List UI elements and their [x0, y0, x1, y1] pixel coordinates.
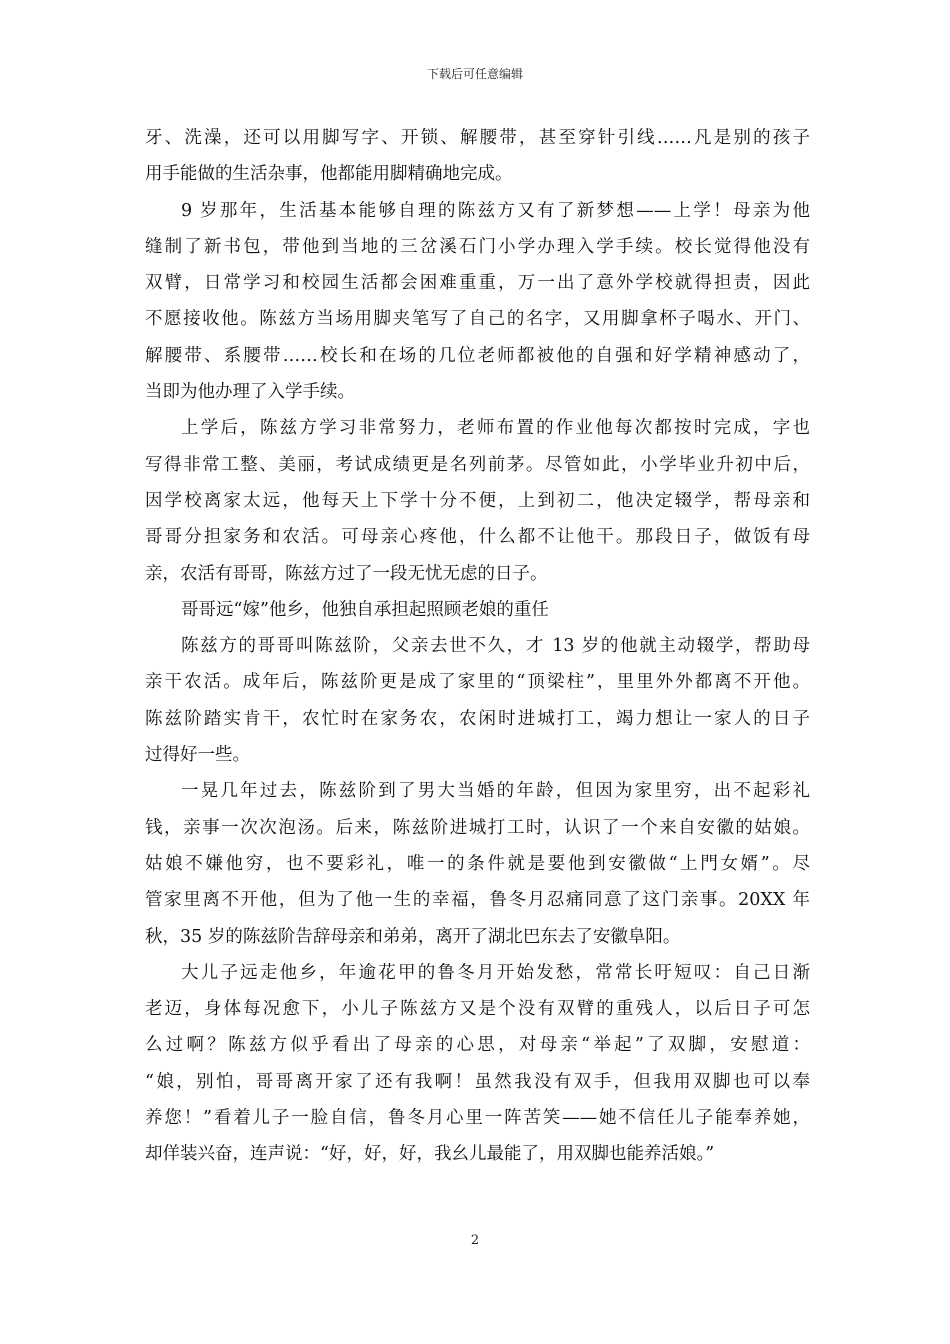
text-line: 秋，35 岁的陈兹阶告辞母亲和弟弟，离开了湖北巴东去了安徽阜阳。	[145, 926, 681, 947]
text-line: 用手能做的生活杂事，他都能用脚精确地完成。	[145, 164, 513, 185]
text-line: 一晃几年过去，陈兹阶到了男大当婚的年龄，但因为家里穷，出不起彩礼	[181, 781, 810, 802]
text-line: 不愿接收他。陈兹方当场用脚夹笔写了自己的名字，又用脚拿杯子喝水、开门、	[145, 309, 810, 330]
text-line: 大儿子远走他乡，年逾花甲的鲁冬月开始发愁，常常长吁短叹：自己日渐	[181, 962, 810, 983]
text-line: 哥哥远“嫁”他乡，他独自承担起照顾老娘的重任	[181, 599, 549, 620]
text-line: 因学校离家太远，他每天上下学十分不便，上到初二，他决定辍学，帮母亲和	[145, 490, 810, 511]
text-line: 亲，农活有哥哥，陈兹方过了一段无忧无虑的日子。	[145, 563, 548, 584]
text-line: 9 岁那年，生活基本能够自理的陈兹方又有了新梦想——上学！母亲为他	[181, 200, 810, 221]
text-line: 么过啊？陈兹方似乎看出了母亲的心思，对母亲“举起”了双脚，安慰道：	[145, 1035, 810, 1056]
text-line: 过得好一些。	[145, 745, 250, 766]
text-line: 牙、洗澡，还可以用脚写字、开锁、解腰带，甚至穿针引线……凡是别的孩子	[145, 128, 810, 148]
text-line: 上学后，陈兹方学习非常努力，老师布置的作业他每次都按时完成，字也	[181, 418, 810, 439]
text-line: 老迈，身体每况愈下，小儿子陈兹方又是个没有双臂的重残人，以后日子可怎	[145, 999, 810, 1020]
text-line: 解腰带、系腰带……校长和在场的几位老师都被他的自强和好学精神感动了，	[145, 345, 810, 366]
text-line: 哥哥分担家务和农活。可母亲心疼他，什么都不让他干。那段日子，做饭有母	[145, 527, 810, 548]
text-line: 姑娘不嫌他穷，也不要彩礼，唯一的条件就是要他到安徽做“上門女婿”。尽	[145, 853, 810, 874]
text-line: 陈兹阶踏实肯干，农忙时在家务农，农闲时进城打工，竭力想让一家人的日子	[145, 708, 810, 729]
text-line: 双臂，日常学习和校园生活都会困难重重，万一出了意外学校就得担责，因此	[145, 273, 810, 294]
text-line: 却佯装兴奋，连声说：“好，好，好，我幺儿最能了，用双脚也能养活娘。”	[145, 1144, 715, 1165]
text-line: 养您！”看着儿子一脸自信，鲁冬月心里一阵苦笑——她不信任儿子能奉养她，	[145, 1108, 810, 1129]
document-body	[145, 120, 810, 1173]
text-line: 写得非常工整、美丽，考试成绩更是名列前茅。尽管如此，小学毕业升初中后，	[145, 454, 810, 475]
text-line: 亲干农活。成年后，陈兹阶更是成了家里的“顶梁柱”，里里外外都离不开他。	[145, 672, 810, 693]
text-line: “娘，别怕，哥哥离开家了还有我啊！虽然我没有双手，但我用双脚也可以奉	[145, 1071, 810, 1092]
text-line: 钱，亲事一次次泡汤。后来，陈兹阶进城打工时，认识了一个来自安徽的姑娘。	[145, 817, 810, 838]
page-header: 下载后可任意编辑	[426, 67, 523, 81]
page-number: 2	[470, 1233, 480, 1248]
text-line: 陈兹方的哥哥叫陈兹阶，父亲去世不久，才 13 岁的他就主动辍学，帮助母	[181, 636, 810, 657]
text-line: 管家里离不开他，但为了他一生的幸福，鲁冬月忍痛同意了这门亲事。20XX 年	[145, 890, 810, 911]
text-line: 当即为他办理了入学手续。	[145, 382, 355, 403]
text-line: 缝制了新书包，带他到当地的三岔溪石门小学办理入学手续。校长觉得他没有	[145, 236, 810, 257]
